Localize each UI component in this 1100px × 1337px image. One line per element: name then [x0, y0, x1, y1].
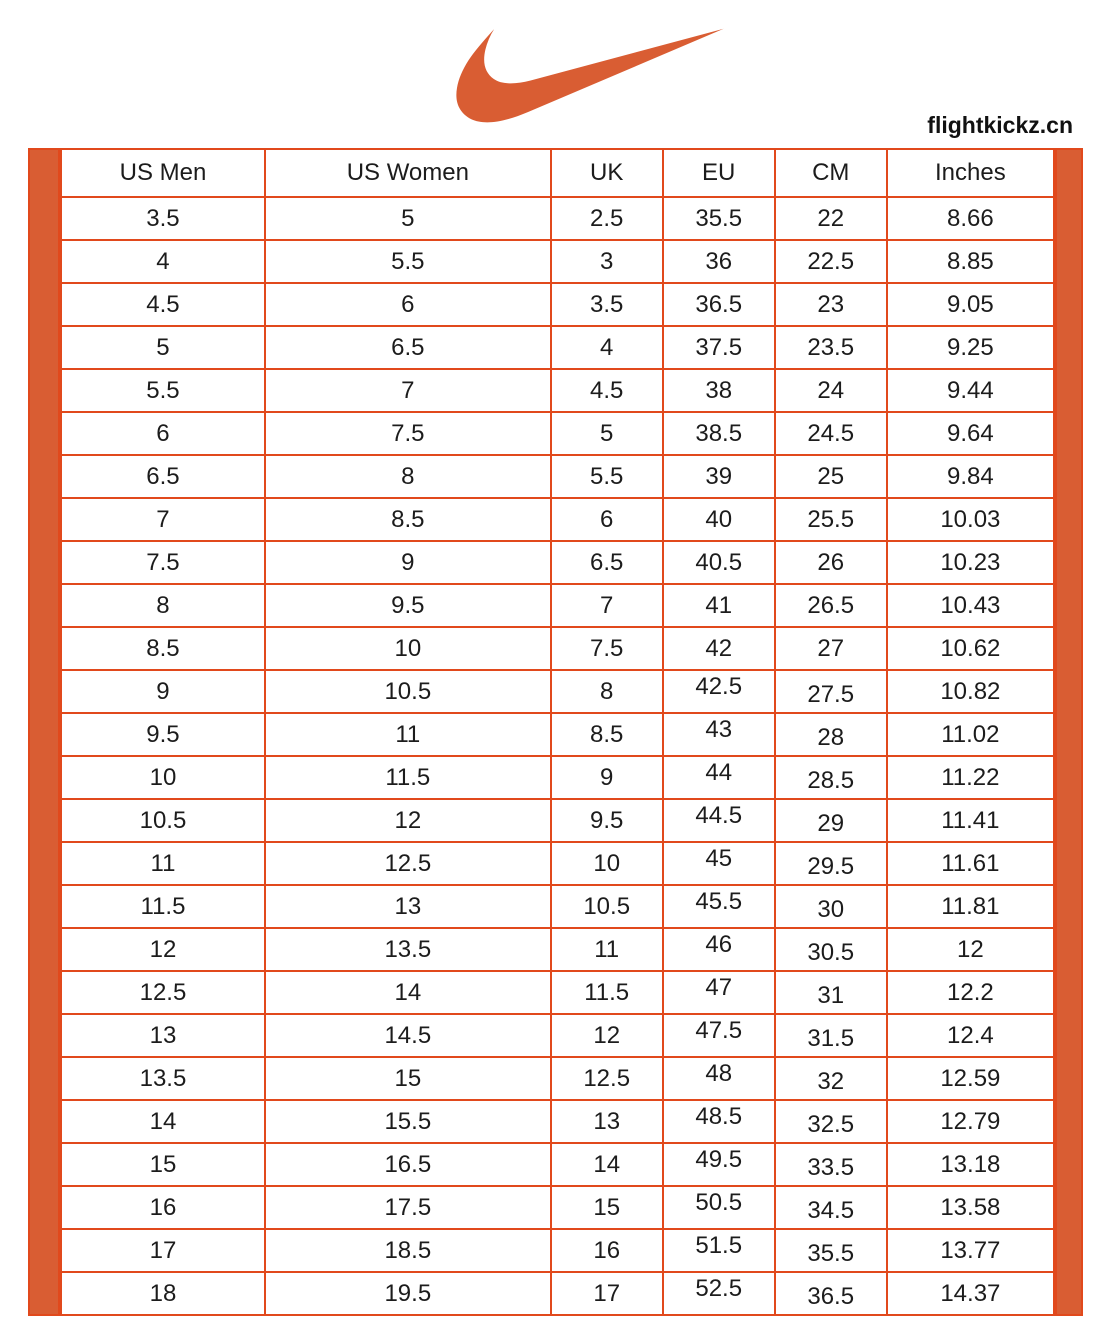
- table-cell: 4.5: [551, 369, 663, 412]
- table-cell: 30.5: [775, 928, 887, 971]
- table-row: [61, 1100, 1054, 1143]
- table-cell: 25: [775, 455, 887, 498]
- table-cell: 28.5: [775, 756, 887, 799]
- table-cell: 12.2: [887, 971, 1054, 1014]
- table-cell: 25.5: [775, 498, 887, 541]
- table-cell: 24.5: [775, 412, 887, 455]
- table-cell: 8: [265, 455, 551, 498]
- table-cell: 7: [61, 498, 265, 541]
- table-cell: 17.5: [265, 1186, 551, 1229]
- table-row: [61, 713, 1054, 756]
- table-row: [61, 1014, 1054, 1057]
- right-accent-bar: [1055, 148, 1083, 1316]
- table-row: [61, 885, 1054, 928]
- table-cell: 7.5: [265, 412, 551, 455]
- table-cell: 15: [551, 1186, 663, 1229]
- table-cell: 6.5: [551, 541, 663, 584]
- table-cell: 13.5: [61, 1057, 265, 1100]
- table-cell: 4.5: [61, 283, 265, 326]
- table-row: [61, 584, 1054, 627]
- table-cell: 15: [265, 1057, 551, 1100]
- table-cell: 52.5: [663, 1272, 775, 1315]
- table-cell: 11: [61, 842, 265, 885]
- size-table: [60, 148, 1055, 1316]
- table-cell: 13: [551, 1100, 663, 1143]
- table-cell: 36.5: [663, 283, 775, 326]
- column-header: CM: [775, 149, 887, 197]
- table-cell: 9.5: [551, 799, 663, 842]
- table-cell: 9.44: [887, 369, 1054, 412]
- table-cell: 12: [265, 799, 551, 842]
- table-cell: 12.5: [551, 1057, 663, 1100]
- column-header: UK: [551, 149, 663, 197]
- table-cell: 22.5: [775, 240, 887, 283]
- table-cell: 42: [663, 627, 775, 670]
- column-header: Inches: [887, 149, 1054, 197]
- table-cell: 17: [61, 1229, 265, 1272]
- table-cell: 9: [61, 670, 265, 713]
- table-cell: 12: [887, 928, 1054, 971]
- table-cell: 12.59: [887, 1057, 1054, 1100]
- size-chart: [28, 148, 1083, 1316]
- table-cell: 47: [663, 971, 775, 1014]
- table-cell: 7: [265, 369, 551, 412]
- table-cell: 31.5: [775, 1014, 887, 1057]
- table-row: [61, 240, 1054, 283]
- table-cell: 5.5: [265, 240, 551, 283]
- table-cell: 26: [775, 541, 887, 584]
- table-cell: 45: [663, 842, 775, 885]
- table-cell: 8.5: [551, 713, 663, 756]
- table-cell: 10.23: [887, 541, 1054, 584]
- table-cell: 8.5: [61, 627, 265, 670]
- table-cell: 45.5: [663, 885, 775, 928]
- table-cell: 17: [551, 1272, 663, 1315]
- table-row: [61, 1272, 1054, 1315]
- table-cell: 15.5: [265, 1100, 551, 1143]
- table-cell: 22: [775, 197, 887, 240]
- table-cell: 30: [775, 885, 887, 928]
- table-cell: 3.5: [551, 283, 663, 326]
- table-cell: 12.5: [265, 842, 551, 885]
- table-row: [61, 1186, 1054, 1229]
- table-cell: 2.5: [551, 197, 663, 240]
- table-cell: 6: [551, 498, 663, 541]
- table-cell: 8: [61, 584, 265, 627]
- table-cell: 24: [775, 369, 887, 412]
- table-row: [61, 412, 1054, 455]
- table-cell: 13: [61, 1014, 265, 1057]
- table-cell: 10.62: [887, 627, 1054, 670]
- column-header: EU: [663, 149, 775, 197]
- table-row: [61, 1057, 1054, 1100]
- table-cell: 15: [61, 1143, 265, 1186]
- table-cell: 39: [663, 455, 775, 498]
- table-cell: 35.5: [775, 1229, 887, 1272]
- table-cell: 26.5: [775, 584, 887, 627]
- table-cell: 27.5: [775, 670, 887, 713]
- table-cell: 16: [61, 1186, 265, 1229]
- table-cell: 19.5: [265, 1272, 551, 1315]
- table-cell: 9: [551, 756, 663, 799]
- table-cell: 9: [265, 541, 551, 584]
- table-cell: 5: [61, 326, 265, 369]
- table-row: [61, 670, 1054, 713]
- table-cell: 42.5: [663, 670, 775, 713]
- table-cell: 9.5: [61, 713, 265, 756]
- table-cell: 13: [265, 885, 551, 928]
- table-cell: 6.5: [61, 455, 265, 498]
- table-cell: 10.5: [551, 885, 663, 928]
- table-cell: 36.5: [775, 1272, 887, 1315]
- table-cell: 8: [551, 670, 663, 713]
- table-cell: 29.5: [775, 842, 887, 885]
- table-row: [61, 1229, 1054, 1272]
- table-cell: 11.5: [551, 971, 663, 1014]
- table-row: [61, 326, 1054, 369]
- table-cell: 9.5: [265, 584, 551, 627]
- table-cell: 9.84: [887, 455, 1054, 498]
- table-cell: 11: [551, 928, 663, 971]
- table-cell: 5.5: [61, 369, 265, 412]
- table-cell: 41: [663, 584, 775, 627]
- table-cell: 37.5: [663, 326, 775, 369]
- table-cell: 10.5: [265, 670, 551, 713]
- table-cell: 10.03: [887, 498, 1054, 541]
- table-cell: 6: [61, 412, 265, 455]
- table-cell: 27: [775, 627, 887, 670]
- table-cell: 10.5: [61, 799, 265, 842]
- table-cell: 44.5: [663, 799, 775, 842]
- table-cell: 38.5: [663, 412, 775, 455]
- table-cell: 11.5: [61, 885, 265, 928]
- table-cell: 8.66: [887, 197, 1054, 240]
- table-cell: 48: [663, 1057, 775, 1100]
- size-table-header: [61, 149, 1054, 197]
- table-cell: 10: [265, 627, 551, 670]
- table-cell: 12: [61, 928, 265, 971]
- table-cell: 14.37: [887, 1272, 1054, 1315]
- table-cell: 13.18: [887, 1143, 1054, 1186]
- table-cell: 14: [551, 1143, 663, 1186]
- size-table-body: [61, 197, 1054, 1315]
- table-cell: 7.5: [551, 627, 663, 670]
- table-cell: 9.64: [887, 412, 1054, 455]
- table-cell: 9.05: [887, 283, 1054, 326]
- table-cell: 40: [663, 498, 775, 541]
- table-cell: 8.85: [887, 240, 1054, 283]
- table-cell: 32: [775, 1057, 887, 1100]
- table-cell: 5.5: [551, 455, 663, 498]
- table-cell: 50.5: [663, 1186, 775, 1229]
- table-cell: 47.5: [663, 1014, 775, 1057]
- table-cell: 10: [61, 756, 265, 799]
- table-cell: 51.5: [663, 1229, 775, 1272]
- table-cell: 28: [775, 713, 887, 756]
- table-cell: 40.5: [663, 541, 775, 584]
- column-header: US Men: [61, 149, 265, 197]
- table-cell: 4: [551, 326, 663, 369]
- table-cell: 36: [663, 240, 775, 283]
- table-row: [61, 928, 1054, 971]
- table-cell: 38: [663, 369, 775, 412]
- table-cell: 3.5: [61, 197, 265, 240]
- table-cell: 7: [551, 584, 663, 627]
- table-cell: 5: [551, 412, 663, 455]
- table-cell: 35.5: [663, 197, 775, 240]
- table-cell: 11.22: [887, 756, 1054, 799]
- table-cell: 10: [551, 842, 663, 885]
- table-cell: 12.4: [887, 1014, 1054, 1057]
- table-cell: 18.5: [265, 1229, 551, 1272]
- table-cell: 5: [265, 197, 551, 240]
- table-cell: 29: [775, 799, 887, 842]
- table-cell: 14.5: [265, 1014, 551, 1057]
- column-header: US Women: [265, 149, 551, 197]
- table-row: [61, 799, 1054, 842]
- table-cell: 4: [61, 240, 265, 283]
- table-cell: 14: [61, 1100, 265, 1143]
- table-cell: 13.77: [887, 1229, 1054, 1272]
- site-name: flightkickz.cn: [927, 112, 1073, 138]
- table-cell: 11: [265, 713, 551, 756]
- table-cell: 44: [663, 756, 775, 799]
- table-cell: 23: [775, 283, 887, 326]
- table-row: [61, 541, 1054, 584]
- table-cell: 43: [663, 713, 775, 756]
- table-cell: 11.41: [887, 799, 1054, 842]
- table-cell: 8.5: [265, 498, 551, 541]
- table-row: [61, 369, 1054, 412]
- table-row: [61, 627, 1054, 670]
- table-cell: 11.81: [887, 885, 1054, 928]
- table-cell: 10.82: [887, 670, 1054, 713]
- table-cell: 12.5: [61, 971, 265, 1014]
- table-cell: 16.5: [265, 1143, 551, 1186]
- table-cell: 6.5: [265, 326, 551, 369]
- table-cell: 11.61: [887, 842, 1054, 885]
- table-cell: 23.5: [775, 326, 887, 369]
- table-row: [61, 971, 1054, 1014]
- table-row: [61, 842, 1054, 885]
- table-row: [61, 1143, 1054, 1186]
- table-cell: 16: [551, 1229, 663, 1272]
- table-cell: 13.5: [265, 928, 551, 971]
- table-cell: 14: [265, 971, 551, 1014]
- left-accent-bar: [28, 148, 60, 1316]
- table-row: [61, 197, 1054, 240]
- table-row: [61, 455, 1054, 498]
- table-cell: 11.02: [887, 713, 1054, 756]
- table-cell: 32.5: [775, 1100, 887, 1143]
- table-cell: 10.43: [887, 584, 1054, 627]
- nike-swoosh-logo: [455, 26, 725, 124]
- table-cell: 18: [61, 1272, 265, 1315]
- table-cell: 46: [663, 928, 775, 971]
- table-cell: 6: [265, 283, 551, 326]
- table-cell: 12.79: [887, 1100, 1054, 1143]
- table-cell: 3: [551, 240, 663, 283]
- table-cell: 9.25: [887, 326, 1054, 369]
- header-row: [61, 149, 1054, 197]
- table-cell: 49.5: [663, 1143, 775, 1186]
- table-cell: 12: [551, 1014, 663, 1057]
- table-cell: 11.5: [265, 756, 551, 799]
- table-row: [61, 756, 1054, 799]
- table-cell: 34.5: [775, 1186, 887, 1229]
- table-row: [61, 283, 1054, 326]
- table-cell: 48.5: [663, 1100, 775, 1143]
- table-cell: 31: [775, 971, 887, 1014]
- table-cell: 33.5: [775, 1143, 887, 1186]
- table-cell: 13.58: [887, 1186, 1054, 1229]
- table-row: [61, 498, 1054, 541]
- table-cell: 7.5: [61, 541, 265, 584]
